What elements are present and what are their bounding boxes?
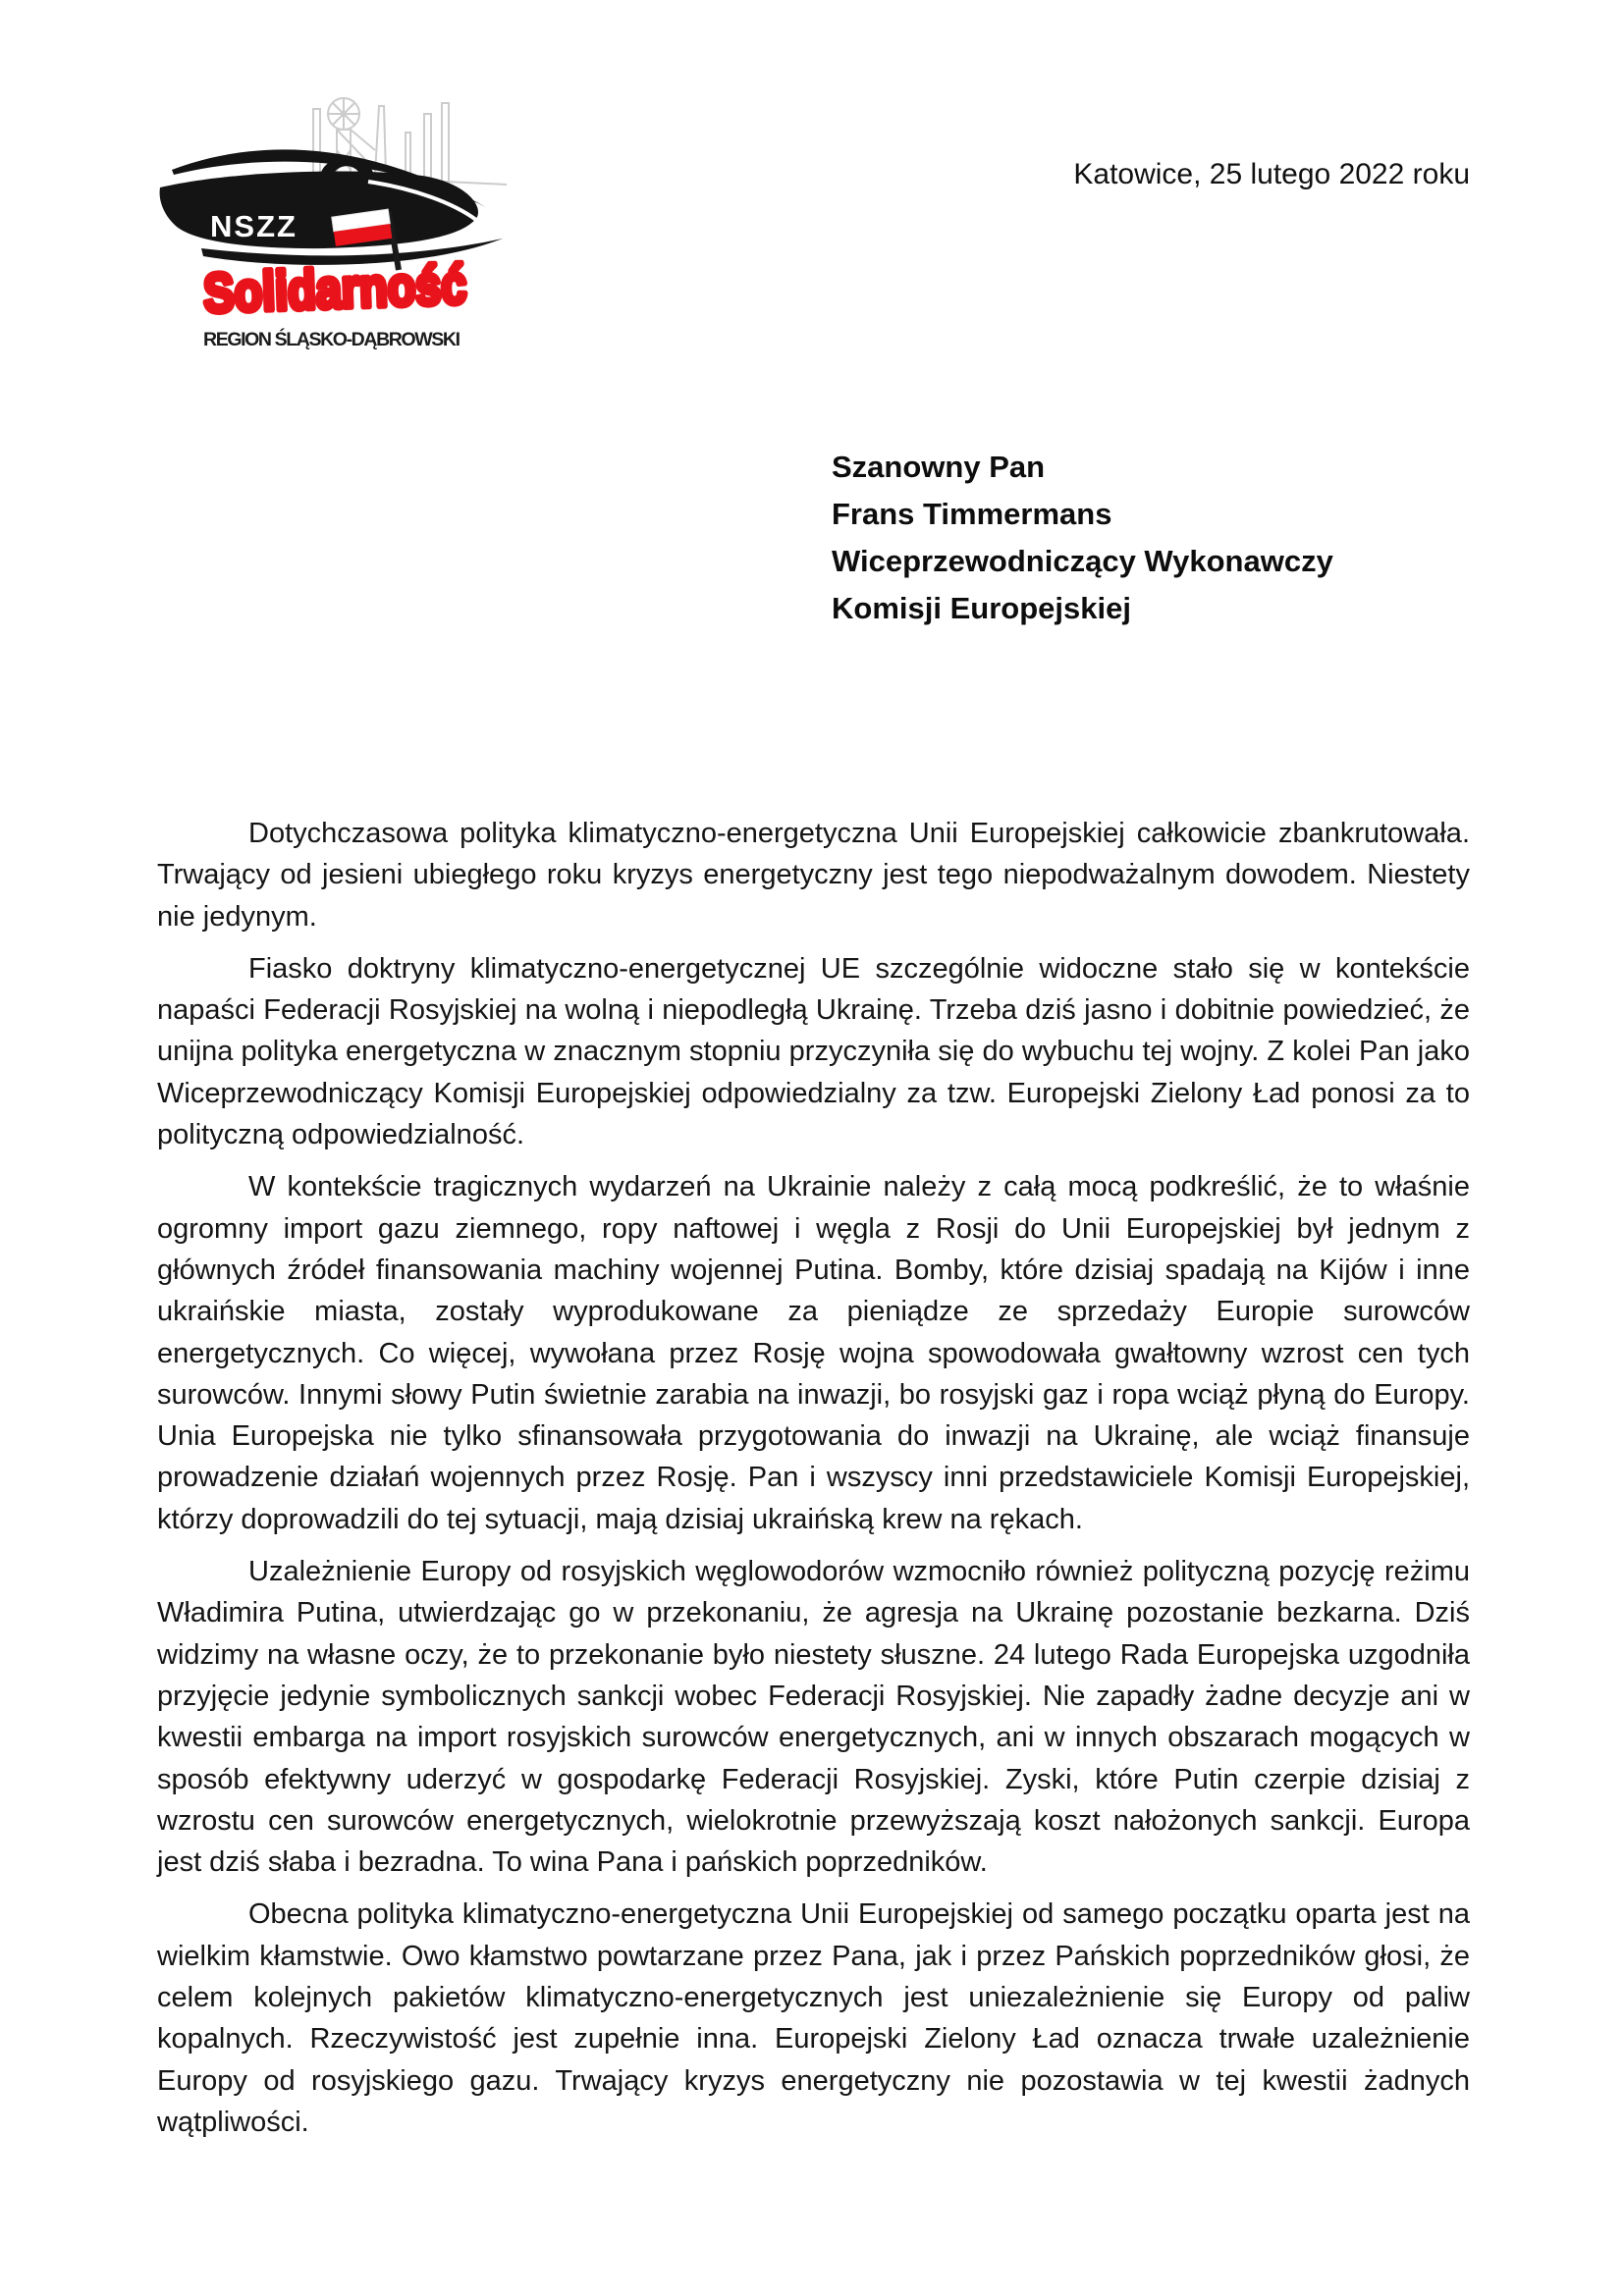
letter-body xyxy=(157,813,1470,2154)
recipient-institution: Komisji Europejskiej xyxy=(832,591,1131,625)
logo-nszz-text: NSZZ xyxy=(210,209,298,243)
recipient-salutation: Szanowny Pan xyxy=(832,450,1046,484)
logo-solidarnosc-text: Solidarność xyxy=(202,250,509,324)
paragraph-5: Obecna polityka klimatyczno-energetyczna Unii Europejskiej od samego początku oparta jest na wielkim kłamstwie. Owo kłamstwo powtarzane przez Pana, jak i przez Pańskich poprzedników głosi, że celem kolejnych pakietów klimatyczno-energetycznych jest uniezależnienie się Europy od paliw kopalnych. Rzeczywistość jest zupełnie inna. Europejski Zielony Ład oznacza trwałe uzależnienie Europy od rosyjskiego gazu. Trwający kryzys energetyczny nie pozostawia w tej kwestii żadnych wątpliwości. xyxy=(157,1898,1470,2138)
solidarnosc-logo-svg xyxy=(147,74,509,352)
recipient-title: Wiceprzewodniczący Wykonawczy xyxy=(832,544,1333,578)
paragraph-2: Fiasko doktryny klimatyczno-energetycznej UE szczególnie widoczne stało się w kontekście napaści Federacji Rosyjskiej na wolną i niepodległą Ukrainę. Trzeba dziś jasno i dobitnie powiedzieć, że unijna polityka energetyczna w znacznym stopniu przyczyniła się do wybuchu tej wojny. Z kolei Pan jako Wiceprzewodniczący Komisji Europejskiej odpowiedzialny za tzw. Europejski Zielony Ład ponosi za to polityczną odpowiedzialność. xyxy=(157,952,1470,1151)
solidarnosc-logo xyxy=(147,74,509,352)
paragraph-4: Uzależnienie Europy od rosyjskich węglowodorów wzmocniło również polityczną pozycję reżimu Władimira Putina, utwierdzając go w przekonaniu, że agresja na Ukrainę pozostanie bezkarna. Dziś widzimy na własne oczy, że to przekonanie było niestety słuszne. 24 lutego Rada Europejska uzgodniła przyjęcie jedynie symbolicznych sankcji wobec Federacji Rosyjskiej. Nie zapadły żadne decyzje ani w kwestii embarga na import rosyjskich surowców energetycznych, ani w innych obszarach mogących w sposób efektywny uderzyć w gospodarkę Federacji Rosyjskiej. Zyski, które Putin czerpie dzisiaj z wzrostu cen surowców energetycznych, wielokrotnie przewyższają koszt nałożonych sankcji. Europa jest dziś słaba i bezradna. To wina Pana i pańskich poprzedników. xyxy=(157,1556,1470,1879)
recipient-name: Frans Timmermans xyxy=(832,497,1112,531)
logo-region-text: REGION ŚLĄSKO-DĄBROWSKI xyxy=(203,329,460,350)
dateline: Katowice, 25 lutego 2022 roku xyxy=(1073,158,1470,190)
paragraph-1: Dotychczasowa polityka klimatyczno-energetyczna Unii Europejskiej całkowicie zbankrutowała. Trwający od jesieni ubiegłego roku kryzys energetyczny jest tego niepodważalnym dowodem. Niestety nie jedynym. xyxy=(157,818,1470,933)
paragraph-3: W kontekście tragicznych wydarzeń na Ukrainie należy z całą mocą podkreślić, że to właśnie ogromny import gazu ziemnego, ropy naftowej i węgla z Rosji do Unii Europejskiej był jednym z głównych źródeł finansowania machiny wojennej Putina. Bomby, które dzisiaj spadają na Kijów i inne ukraińskie miasta, zostały wyprodukowane za pieniądze ze sprzedaży Europie surowców energetycznych. Co więcej, wywołana przez Rosję wojna spowodowała gwałtowny wzrost cen tych surowców. Innymi słowy Putin świetnie zarabia na inwazji, bo rosyjski gaz i ropa wciąż płyną do Europy. Unia Europejska nie tylko sfinansowała przygotowania do inwazji na Ukrainę, ale wciąż finansuje prowadzenie działań wojennych przez Rosję. Pan i wszyscy inni przedstawiciele Komisji Europejskiej, którzy doprowadzili do tej sytuacji, mają dzisiaj ukraińską krew na rękach. xyxy=(157,1171,1470,1535)
recipient-block xyxy=(832,444,1333,632)
